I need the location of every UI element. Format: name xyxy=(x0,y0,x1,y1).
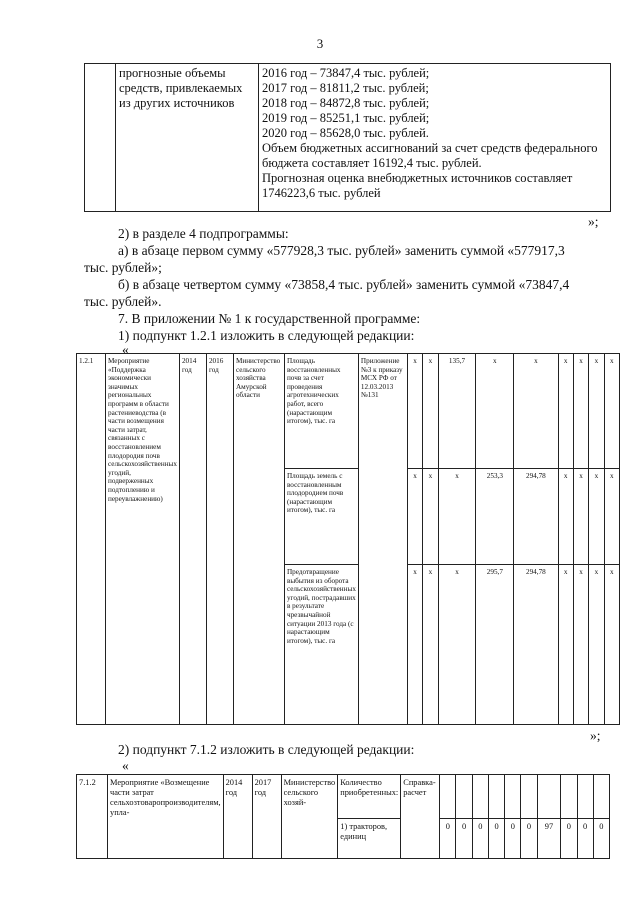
cell-name: Мероприятие «Поддержка экономически значимых региональных программ в области растениеводства (в части возмещения части затрат, связанных с восстановлением плодородия почв сельскохозяйственных угодий, подверженных подтоплению и переувлажнению) xyxy=(106,354,180,725)
line-2018: 2018 год – 84872,8 тыс. рублей; xyxy=(262,96,430,110)
passport-table xyxy=(84,63,611,212)
empty-cell xyxy=(440,775,456,819)
value: х xyxy=(476,354,514,469)
cell-name: Мероприятие «Возмещение части затрат сельхозтоваропроизводителям, упла- xyxy=(108,775,224,859)
cell-source: Приложение №3 к приказу МСХ РФ от 12.03.2013 №131 xyxy=(358,354,407,725)
line-2020: 2020 год – 85628,0 тыс. рублей. xyxy=(262,126,429,140)
empty-cell xyxy=(537,775,561,819)
value: х xyxy=(604,565,619,725)
value: х xyxy=(423,354,438,469)
cell-num: 1.2.1 xyxy=(77,354,106,725)
federal-budget-text: Объем бюджетных ассигнований за счет средств федерального бюджета составляет 16192,4 тыс. рублей. xyxy=(262,141,598,170)
empty-cell xyxy=(593,775,609,819)
value: 0 xyxy=(472,819,488,859)
value: х xyxy=(589,354,604,469)
value: 135,7 xyxy=(438,354,476,469)
line-2019: 2019 год – 85251,1 тыс. рублей; xyxy=(262,111,430,125)
value: 295,7 xyxy=(476,565,514,725)
para-712: 2) подпункт 7.1.2 изложить в следующей редакции: xyxy=(118,742,415,757)
empty-cell xyxy=(521,775,537,819)
cell-executor: Министерство сельского хозяй- xyxy=(281,775,338,859)
cell-start: 2014 год xyxy=(179,354,206,725)
value: 0 xyxy=(488,819,504,859)
line-2016: 2016 год – 73847,4 тыс. рублей; xyxy=(262,66,430,80)
empty-cell xyxy=(472,775,488,819)
value: 0 xyxy=(593,819,609,859)
para-section4: 2) в разделе 4 подпрограммы: xyxy=(118,226,289,241)
table-121 xyxy=(76,353,620,725)
empty-cell xyxy=(577,775,593,819)
closing-mark-2: »; xyxy=(590,728,601,743)
para-appendix: 7. В приложении № 1 к государственной программе: xyxy=(118,311,421,326)
empty-cell xyxy=(456,775,472,819)
value: х xyxy=(558,354,573,469)
value: х xyxy=(589,565,604,725)
indicator-2: Площадь земель с восстановленным плодородием почв (нарастающим итогом), тыс. га xyxy=(284,469,358,565)
value: х xyxy=(423,565,438,725)
value: 0 xyxy=(561,819,577,859)
value: х xyxy=(573,469,588,565)
empty-cell xyxy=(488,775,504,819)
cell-num: 7.1.2 xyxy=(77,775,108,859)
value: х xyxy=(423,469,438,565)
cell-start: 2014 год xyxy=(223,775,252,859)
offbudget-text: Прогнозная оценка внебюджетных источников составляет 1746223,6 тыс. рублей xyxy=(262,171,573,200)
empty-cell xyxy=(85,64,116,212)
value: 294,78 xyxy=(514,565,558,725)
value: х xyxy=(514,354,558,469)
empty-cell xyxy=(505,775,521,819)
open-quote-2: « xyxy=(122,758,129,773)
value: х xyxy=(573,354,588,469)
cell-end: 2017 год xyxy=(252,775,281,859)
value: х xyxy=(438,469,476,565)
value: х xyxy=(407,565,422,725)
para-a: а) в абзаце первом сумму «577928,3 тыс. рублей» заменить суммой «577917,3 xyxy=(118,243,565,258)
cell-executor: Министерство сельского хозяйства Амурской области xyxy=(233,354,284,725)
value: х xyxy=(438,565,476,725)
indicator-head: Количество приобретенных: xyxy=(338,775,401,819)
indicator-1: Площадь восстановленных почв за счет проведения агротехнических работ, всего (нарастающим итогом), тыс. га xyxy=(284,354,358,469)
para-121: 1) подпункт 1.2.1 изложить в следующей редакции: xyxy=(118,328,415,343)
table-712 xyxy=(76,774,610,859)
value: 253,3 xyxy=(476,469,514,565)
cell-source: Справка-расчет xyxy=(401,775,440,859)
value: х xyxy=(407,354,422,469)
closing-mark-1: »; xyxy=(588,214,599,229)
value: 0 xyxy=(521,819,537,859)
empty-cell xyxy=(561,775,577,819)
value: х xyxy=(558,565,573,725)
value: х xyxy=(604,469,619,565)
passport-values xyxy=(259,64,611,212)
line-2017: 2017 год – 81811,2 тыс. рублей; xyxy=(262,81,429,95)
para-b-cont: тыс. рублей». xyxy=(84,294,162,309)
page-number: 3 xyxy=(316,36,324,51)
value: 0 xyxy=(456,819,472,859)
value: 97 xyxy=(537,819,561,859)
value: х xyxy=(604,354,619,469)
para-b: б) в абзаце четвертом сумму «73858,4 тыс. рублей» заменить суммой «73847,4 xyxy=(118,277,570,292)
value: 0 xyxy=(505,819,521,859)
value: 0 xyxy=(440,819,456,859)
value: х xyxy=(407,469,422,565)
value: х xyxy=(573,565,588,725)
value: х xyxy=(558,469,573,565)
open-quote-1: « xyxy=(122,342,129,357)
indicator-sub: 1) тракторов, единиц xyxy=(338,819,401,859)
cell-end: 2016 год xyxy=(206,354,233,725)
indicator-3: Предотвращение выбытия из оборота сельскохозяйственных угодий, пострадавших в результате чрезвычайной ситуации 2013 года (с нарастающим итогом), тыс. га xyxy=(284,565,358,725)
value: х xyxy=(589,469,604,565)
value: 0 xyxy=(577,819,593,859)
para-a-cont: тыс. рублей»; xyxy=(84,260,162,275)
passport-label: прогнозные объемы средств, привлекаемых из других источников xyxy=(116,64,259,212)
value: 294,78 xyxy=(514,469,558,565)
